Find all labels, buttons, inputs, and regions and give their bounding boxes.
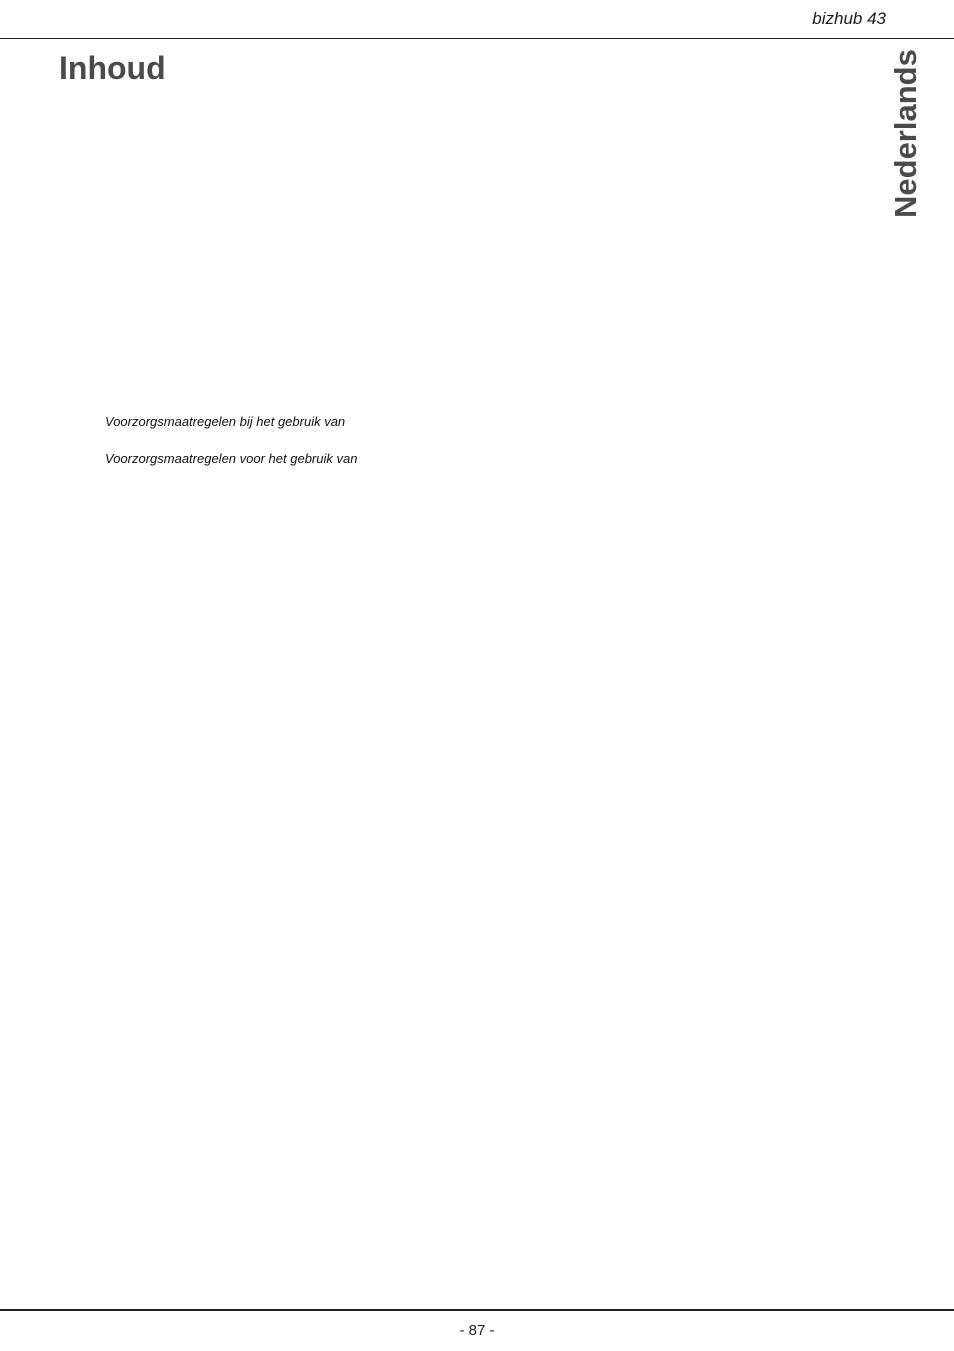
header-rule: [0, 38, 954, 39]
footer-rule: [0, 1309, 954, 1311]
toc-entry-text-line1: Voorzorgsmaatregelen voor het gebruik van: [105, 451, 358, 466]
page-title: Inhoud: [59, 50, 166, 86]
toc-entry-text-line1: Voorzorgsmaatregelen bij het gebruik van: [105, 414, 346, 429]
page-number: - 87 -: [459, 1322, 495, 1339]
language-tab-label: Nederlands: [888, 49, 923, 218]
header-title: bizhub 43: [812, 9, 886, 28]
